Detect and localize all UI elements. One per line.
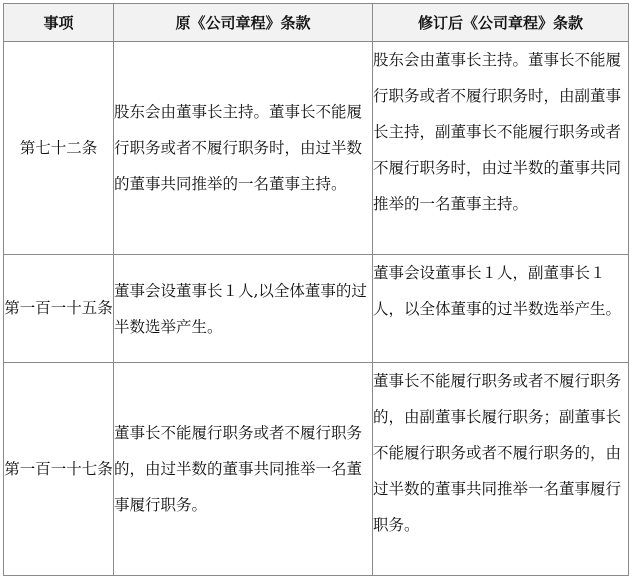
original-clause-cell: 董事长不能履行职务或者不履行职务的，由过半数的董事共同推举一名董事履行职务。 (114, 363, 373, 576)
header-row (4, 4, 629, 42)
table-row (4, 42, 629, 255)
header-item: 事项 (4, 4, 114, 42)
item-cell: 第七十二条 (4, 42, 114, 255)
original-clause-cell: 董事会设董事长１人,以全体董事的过半数选举产生。 (114, 255, 373, 363)
item-cell: 第一百一十五条 (4, 255, 114, 363)
table-row (4, 255, 629, 363)
revised-clause-cell: 董事长不能履行职务或者不履行职务的，由副董事长履行职务；副董事长不能履行职务或者不履行职务的，由过半数的董事共同推举一名董事履行职务。 (373, 363, 629, 576)
revised-clause-cell: 董事会设董事长１人，副董事长１人，以全体董事的过半数选举产生。 (373, 255, 629, 363)
item-cell: 第一百一十七条 (4, 363, 114, 576)
revised-clause-cell: 股东会由董事长主持。董事长不能履行职务或者不履行职务时，由副董事长主持，副董事长不能履行职务或者不履行职务时，由过半数的董事共同推举的一名董事主持。 (373, 42, 629, 255)
table-row (4, 363, 629, 576)
original-clause-cell: 股东会由董事长主持。董事长不能履行职务或者不履行职务时，由过半数的董事共同推举的一名董事主持。 (114, 42, 373, 255)
header-revised-clause: 修订后《公司章程》条款 (373, 4, 629, 42)
amendment-comparison-table (3, 3, 629, 576)
header-original-clause: 原《公司章程》条款 (114, 4, 373, 42)
